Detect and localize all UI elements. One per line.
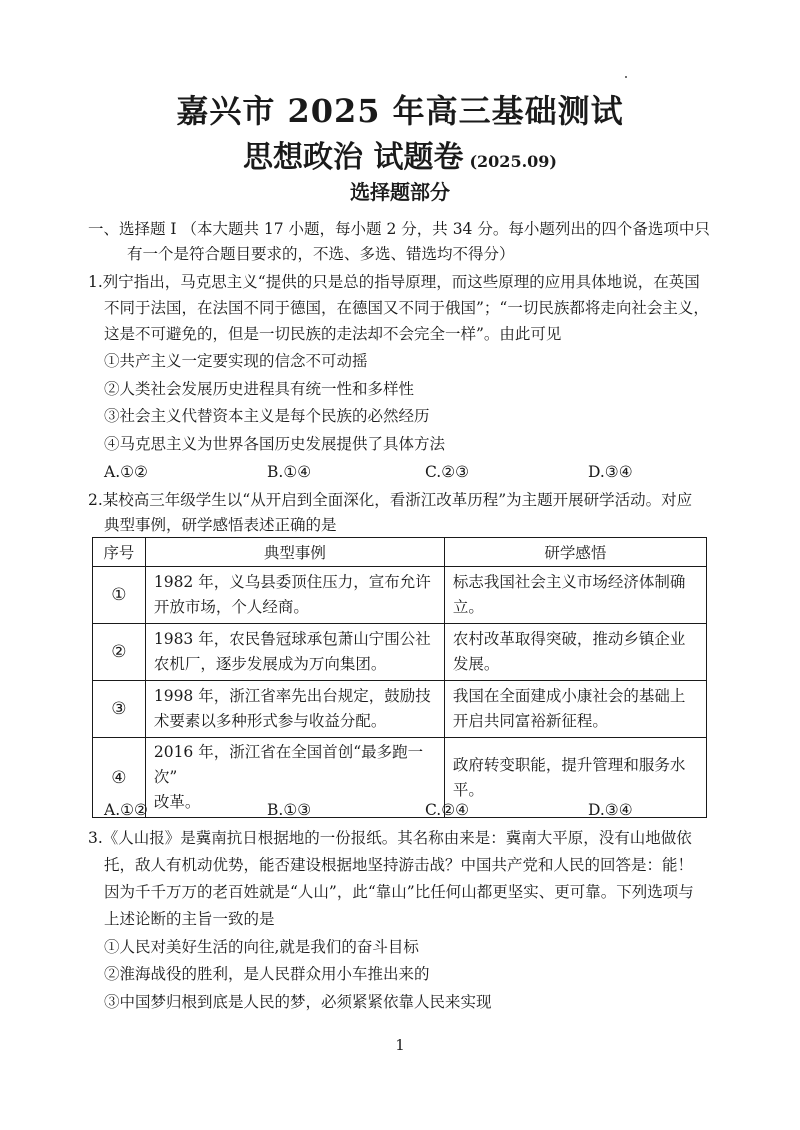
q2-table [92, 537, 707, 818]
page-number: 1 [395, 1036, 405, 1054]
q3-statement: ③中国梦归根到底是人民的梦，必须紧紧依靠人民来实现 [104, 993, 492, 1011]
q1-statement: ③社会主义代替资本主义是每个民族的必然经历 [104, 407, 430, 425]
cell-line: 1983 年，农民鲁冠球承包萧山宁围公社 [153, 630, 431, 648]
q1-option-c[interactable]: C.②③ [425, 463, 470, 481]
exam-title: 嘉兴市 2025 年高三基础测试 [176, 92, 624, 130]
row-example [145, 681, 444, 738]
q2-stem-line: 典型事例，研学感悟表述正确的是 [104, 516, 337, 534]
cell-line: 开放市场，个人经商。 [153, 598, 309, 616]
q2-option-a[interactable]: A.①② [104, 801, 148, 819]
row-number: ① [93, 567, 146, 624]
cell-line: 发展。 [452, 655, 500, 673]
q2-option-d[interactable]: D.③④ [588, 801, 633, 819]
cell-line: 标志我国社会主义市场经济体制确 [452, 573, 686, 591]
cell-line: 1998 年，浙江省率先出台规定，鼓励技 [153, 687, 431, 705]
cell-line: 1982 年，义乌县委顶住压力，宣布允许 [153, 573, 431, 591]
q2-stem-line: 2.某校高三年级学生以“从开启到全面深化，看浙江改革历程”为主题开展研学活动。对应 [88, 491, 693, 509]
instructions-line: 有一个是符合题目要求的，不选、多选、错选均不得分） [127, 245, 515, 263]
cell-line: 改革。 [153, 793, 201, 811]
q3-stem-line: 托，敌人有机动优势，能否建设根据地坚持游击战？中国共产党和人民的回答是：能！ [104, 856, 694, 874]
q1-stem-line: 这是不可避免的，但是一切民族的走法却不会完全一样”。由此可见 [104, 325, 562, 343]
cell-line: 我国在全面建成小康社会的基础上 [452, 687, 686, 705]
q1-statement: ②人类社会发展历史进程具有统一性和多样性 [104, 380, 415, 398]
q3-statement: ②淮海战役的胜利，是人民群众用小车推出来的 [104, 965, 430, 983]
q3-statement: ①人民对美好生活的向往,就是我们的奋斗目标 [104, 938, 419, 956]
header-example: 典型事例 [145, 538, 444, 567]
section-title: 选择题部分 [350, 180, 450, 204]
row-insight [444, 624, 706, 681]
exam-date: (2025.09) [469, 152, 557, 171]
q1-option-a[interactable]: A.①② [104, 463, 148, 481]
cell-line: 平。 [452, 780, 484, 799]
table-row [93, 681, 707, 738]
q3-stem-line: 因为千千万万的老百姓就是“人山”，此“靠山”比任何山都更坚实、更可靠。下列选项与 [104, 883, 694, 901]
q3-stem-line: 3.《人山报》是冀南抗日根据地的一份报纸。其名称由来是：冀南大平原，没有山地做依 [88, 829, 692, 847]
q3-stem-line: 上述论断的主旨一致的是 [104, 910, 275, 928]
cell-line: 立。 [452, 598, 484, 616]
table-row [93, 567, 707, 624]
header-number: 序号 [93, 538, 146, 567]
cell-line: 开启共同富裕新征程。 [452, 712, 608, 730]
q2-option-c[interactable]: C.②④ [425, 801, 470, 819]
row-insight [444, 567, 706, 624]
q1-option-b[interactable]: B.①④ [267, 463, 312, 481]
scan-speck [625, 76, 627, 78]
q2-option-b[interactable]: B.①③ [267, 801, 312, 819]
subject-title: 思想政治 试题卷 [243, 140, 464, 175]
instructions-line: 一、选择题 I （本大题共 17 小题，每小题 2 分，共 34 分。每小题列出的四个备选项中只 [88, 220, 710, 238]
row-example [145, 624, 444, 681]
row-number: ④ [93, 738, 146, 818]
cell-line: 农村改革取得突破，推动乡镇企业 [452, 630, 686, 648]
row-insight [444, 738, 706, 818]
row-example [145, 567, 444, 624]
cell-line: 农机厂，逐步发展成为万向集团。 [153, 655, 387, 673]
q1-stem-line: 1.列宁指出，马克思主义“提供的只是总的指导原理，而这些原理的应用具体地说，在英国 [88, 273, 700, 291]
q1-statement: ④马克思主义为世界各国历史发展提供了具体方法 [104, 435, 446, 453]
cell-line: 政府转变职能，提升管理和服务水 [452, 755, 686, 774]
q1-option-d[interactable]: D.③④ [588, 463, 633, 481]
exam-subtitle [0, 132, 800, 176]
q1-statement: ①共产主义一定要实现的信念不可动摇 [104, 352, 368, 370]
row-insight [444, 681, 706, 738]
q1-stem-line: 不同于法国，在法国不同于德国，在德国又不同于俄国”；“一切民族都将走向社会主义， [104, 299, 709, 317]
header-insight: 研学感悟 [444, 538, 706, 567]
table-row [93, 624, 707, 681]
row-number: ③ [93, 681, 146, 738]
cell-line: 术要素以多种形式参与收益分配。 [153, 712, 387, 730]
table-header-row [93, 538, 707, 567]
row-number: ② [93, 624, 146, 681]
cell-line: 2016 年，浙江省在全国首创“最多跑一次” [153, 743, 424, 786]
